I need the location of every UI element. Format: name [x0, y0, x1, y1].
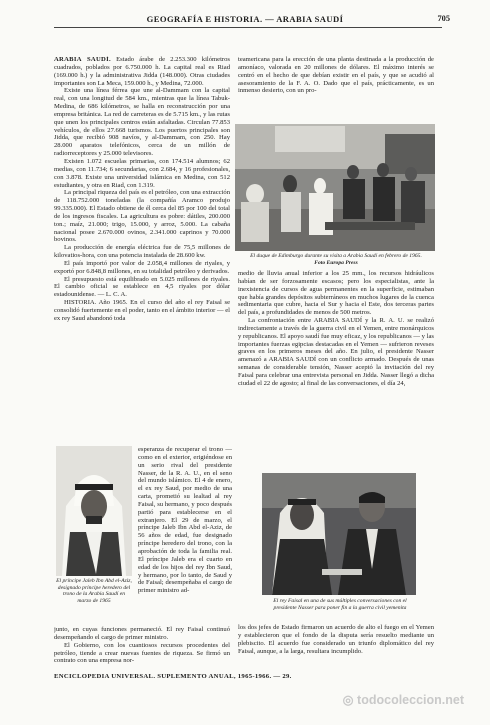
column-right-mid-text: [238, 270, 434, 464]
photo-duke-visit: [235, 124, 435, 251]
paragraph: medio de lluvia anual inferior a los 25 mm., los recursos hidráulicos habían de ser forzosamente escasos; pero los especialistas, ante la inexistencia de cursos de agua permanentes en la superficie, estimaban que había grandes depósitos subterráneos en muchos lugares de la cuenca sedimentaria que cubre, hacia el Sur y hacia el Este, dos terceras partes del país, a profundidades de menos de 500 metros.: [238, 270, 434, 317]
caption-photo-left: El príncipe Jaleb Ibn Abd el-Aziz, designado príncipe heredero del trono de la Arabia Saudí en marzo de 1965: [56, 578, 132, 604]
paragraph: HISTORIA. Año 1965. En el curso del año el rey Faisal se consolidó fuertemente en el poder, tanto en el ámbito interior — el ex rey Saud abandonó toda: [54, 299, 230, 322]
paragraph: El país importó por valor de 2.058,4 millones de riyales, y exportó por 6.848,8 millones, en su totalidad petróleo y derivados.: [54, 259, 230, 275]
paragraph: La producción de energía eléctrica fue de 75,5 millones de kilovatios-hora, con una potencia instalada de 28.600 kw.: [54, 244, 230, 260]
photo-prince-jaleb-image: [56, 446, 132, 576]
paragraph: Existen 1.072 escuelas primarias, con 174.514 alumnos; 62 medias, con 11.734; 6 secundarias, con 2.684, y 16 profesionales, con 3.878. Existe una universidad islámica en Medina, con 512 estudiantes, y otra en Riad, con 1.319.: [54, 157, 230, 189]
paragraph: junto, en cuyas funciones permaneció. El rey Faisal continuó desempeñando el cargo de primer ministro.: [54, 626, 230, 641]
caption-photo-top: El duque de Edimburgo durante su visita a Arabia Saudí en febrero de 1965. Foto Europa Press: [250, 253, 422, 266]
paragraph: El presupuesto está equilibrado en 5.025 millones de riyales. El cambio oficial se establece en 4,5 riyales por dólar estadounidense. — L. C. A.: [54, 275, 230, 299]
paragraph: La principal riqueza del país es el petróleo, con una extracción de 118.752.000 toneladas (la compañía Aramco produjo 99.335.000). El Estado obtiene de él cerca del 85 por 100 del total de los ingresos fiscales. La agricultura es pobre: dátiles, 200.000 ton.; maíz, 21.000; trigo, 15.000, y arroz, 5.000. La cabaña nacional posee 2.670.000 ovinos, 2.341.000 caprinos y 70.000 bovinos.: [54, 189, 230, 244]
paragraph: los dos jefes de Estado firmaron un acuerdo de alto el fuego en el Yemen y establecieron que el fondo de la disputa sería resuelto mediante un plebiscito. El acuerdo fue considerado un triunfo diplomático del rey Faisal, aunque, a la larga, resultara incumplido.: [238, 624, 434, 655]
header-title: GEOGRAFÍA E HISTORIA. — ARABIA SAUDÍ: [146, 14, 344, 24]
paragraph: teamericana para la erección de una planta destinada a la producción de amoníaco, valorada en 20 millones de dólares. El máximo interés se centró en el hecho de que debían existir en el país, y que se acudió al asesoramiento de la F. A. O. Dado que el país, prácticamente, es un inmenso desierto, con un pro-: [238, 56, 434, 95]
paragraph: Existe una línea férrea que une al-Dammam con la capital real, con una longitud de 584 km., mientras que la línea Tabuk-Medina, de 686 kilómetros, se halla en reconstrucción por una empresa británica. La red de carreteras es de 5.715 km., y las rutas que unen los principales centros están asfaltadas. Circulan 77.853 vehículos, de ellos 27.668 turismos. Los puertos principales son Jidda, que recibió 908 navíos, y al-Dammam, con 250. Hay 28.000 aparatos telefónicos, cerca de un millón de radiorreceptores y 25.000 televisores.: [54, 87, 230, 158]
column-left-text: [54, 56, 230, 440]
header-rule: [54, 27, 442, 28]
photo-duke-visit-image: [235, 124, 435, 251]
photo-prince-jaleb: [56, 446, 132, 576]
column-middle-text: [138, 446, 232, 622]
footer: ENCICLOPEDIA UNIVERSAL. SUPLEMENTO ANUAL, 1965-1966. — 29.: [54, 673, 292, 680]
photo-faisal-nasser: [262, 473, 416, 595]
column-right-bottom-text: [238, 624, 434, 670]
paragraph: La confrontación entre ARABIA SAUDÍ y la R. A. U. se realizó indirectamente a través de la guerra civil en el Yemen, entre monárquicos y republicanos. El apoyo saudí fue muy eficaz, y los republicanos — y las importantes fuerzas egipcias destacadas en el Yemen — sufrieron reveses graves en los primeros meses del año. En julio, el presidente Nasser amenazó a ARABIA SAUDÍ con un conflicto armado. Después de unas semanas de considerable tensión, Nasser aceptó la invitación del rey Faisal para celebrar una entrevista personal en Jidda. Nasser llegó a dicha ciudad el 22 de agosto; al final de las conversaciones, el día 24,: [238, 317, 434, 387]
paragraph: El Gobierno, con los cuantiosos recursos procedentes del petróleo, tiende a crear nuevas fuentes de riqueza. Se firmó un contrato con una empresa nor-: [54, 641, 230, 665]
column-right-top-text: [238, 56, 434, 120]
paragraph: ARABIA SAUDÍ. Estado árabe de 2.253.300 kilómetros cuadrados, poblados por 6.750.000 h. La capital real es Riad (169.000 h.) y la administrativa Jidda (148.000). Otras ciudades importantes son La Meca, 159.000 h., y Medina, 72.000.: [54, 56, 230, 87]
column-left-bottom-text: [54, 626, 230, 670]
paragraph: esperanza de recuperar el trono — como en el exterior, erigiéndose en un serio rival del presidente Nasser, de la R. A. U., en el seno del mundo islámico. El 4 de enero, el ex rey Saud, por medio de una carta, prometió su lealtad al rey Faisal, su hermano, y poco después partió para establecerse en el extranjero. El 29 de marzo, el príncipe Jaleb Ibn Abd el-Aziz, de 56 años de edad, fue designado príncipe heredero del trono, con la aprobación de toda la familia real. El príncipe Jaleb era el cuarto en edad de los hijos del rey Ibn Saud, y hermano, por lo tanto, de Saud y de Faisal; desempeñaba el cargo de primer ministro ad-: [138, 446, 232, 595]
caption-photo-right: El rey Faisal en una de sus múltiples conversaciones con el presidente Nasser para poner fin a la guerra civil yemenita: [273, 598, 407, 611]
watermark-icon: ◎: [342, 693, 358, 707]
running-header: [0, 14, 490, 28]
article-title: ARABIA SAUDÍ.: [54, 56, 111, 63]
watermark: ◎ todocoleccion.net: [342, 693, 464, 707]
photo-faisal-nasser-image: [262, 473, 416, 595]
page-number: 705: [437, 14, 450, 23]
